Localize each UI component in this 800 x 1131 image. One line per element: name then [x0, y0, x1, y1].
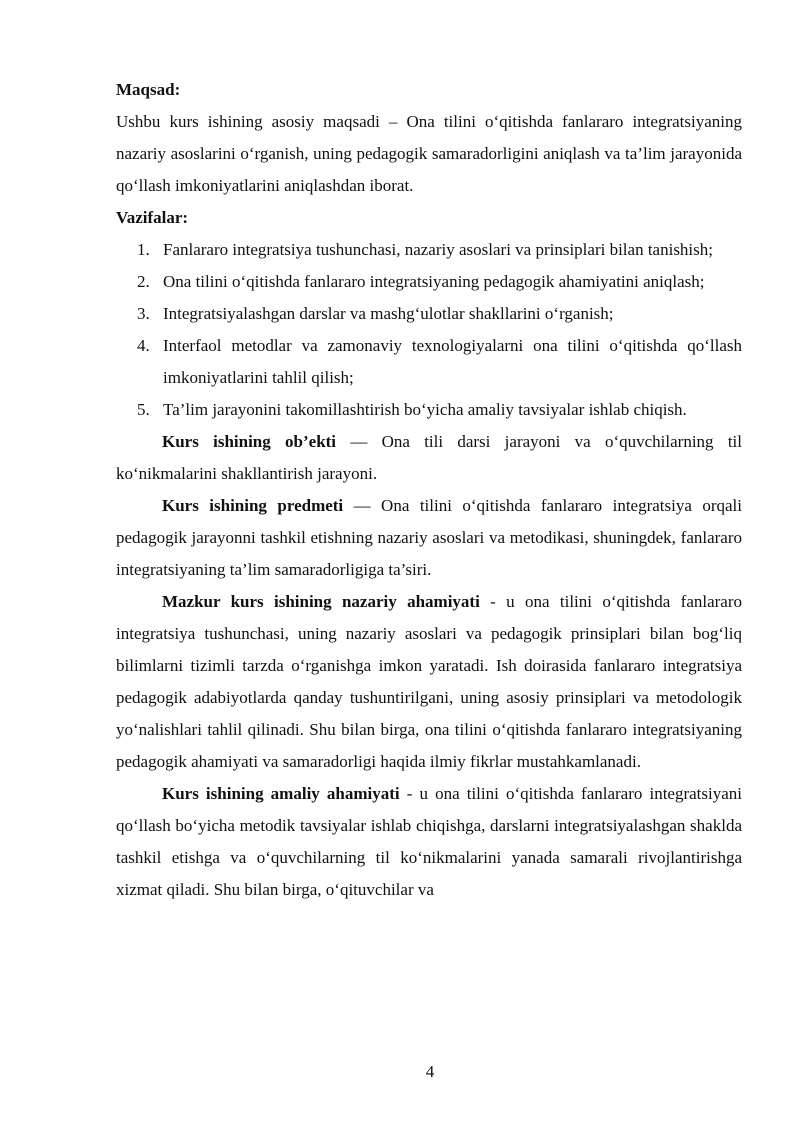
list-item [137, 394, 742, 426]
list-item-number: 1. [137, 240, 150, 259]
object-paragraph [116, 426, 742, 490]
list-item [137, 298, 742, 330]
object-text: — Ona tili darsi jarayoni va o‘quvchilarning til ko‘nikmalarini shakllantirish jarayoni. [116, 432, 742, 483]
list-item-text: Ta’lim jarayonini takomillashtirish bo‘yicha amaliy tavsiyalar ishlab chiqish. [163, 400, 687, 419]
practical-paragraph [116, 778, 742, 906]
list-item-number: 4. [137, 336, 150, 355]
tasks-heading: Vazifalar: [116, 208, 189, 227]
tasks-list [116, 234, 742, 426]
list-item-text: Ona tilini o‘qitishda fanlararo integratsiyaning pedagogik ahamiyatini aniqlash; [163, 272, 705, 291]
practical-text: - u ona tilini o‘qitishda fanlararo integratsiyani qo‘llash bo‘yicha metodik tavsiyalar ishlab chiqishga, darslarni integratsiyalashgan shaklda tashkil etishga va o‘quvchilarning til ko‘nikmalarini yanada samarali rivojlantirishga xizmat qiladi. Shu bilan birga, o‘qituvchilar va [116, 784, 742, 899]
list-item-number: 5. [137, 400, 150, 419]
subject-paragraph [116, 490, 742, 586]
list-item-number: 3. [137, 304, 150, 323]
theoretical-text: - u ona tilini o‘qitishda fanlararo integratsiya tushunchasi, uning nazariy asoslari va pedagogik prinsiplari bilan bog‘liq bilimlarni tizimli tarzda o‘rganishga imkon yaratadi. Ish doirasida fanlararo integratsiya pedagogik adabiyotlarda qanday tushuntirilgani, uning asosiy prinsiplari va metodologik yo‘nalishlari tahlil qilinadi. Shu bilan birga, ona tilini o‘qitishda fanlararo integratsiyaning pedagogik ahamiyati va samaradorligi haqida ilmiy fikrlar mustahkamlanadi. [116, 592, 742, 771]
list-item-text: Fanlararo integratsiya tushunchasi, nazariy asoslari va prinsiplari bilan tanishish; [163, 240, 713, 259]
goal-heading: Maqsad: [116, 80, 181, 99]
list-item-text: Integratsiyalashgan darslar va mashg‘ulotlar shakllarini o‘rganish; [163, 304, 614, 323]
object-lead: Kurs ishining ob’ekti [162, 432, 337, 451]
page-content [116, 74, 742, 906]
subject-text: — Ona tilini o‘qitishda fanlararo integratsiya orqali pedagogik jarayonni tashkil etishning nazariy asoslari va metodikasi, shuningdek, fanlararo integratsiyaning ta’lim samaradorligiga ta’siri. [116, 496, 743, 579]
goal-text: Ushbu kurs ishining asosiy maqsadi – Ona tilini o‘qitishda fanlararo integratsiyaning nazariy asoslarini o‘rganish, uning pedagogik samaradorligini aniqlash va ta’lim jarayonida qo‘llash imkoniyatlarini aniqlashdan iborat. [116, 112, 742, 195]
theoretical-lead: Mazkur kurs ishining nazariy ahamiyati [162, 592, 480, 611]
page-number: 4 [425, 1062, 435, 1081]
practical-lead: Kurs ishining amaliy ahamiyati [162, 784, 400, 803]
theoretical-paragraph [116, 586, 742, 778]
list-item [137, 234, 742, 266]
list-item-number: 2. [137, 272, 150, 291]
subject-lead: Kurs ishining predmeti [162, 496, 344, 515]
list-item [137, 266, 742, 298]
list-item-text: Interfaol metodlar va zamonaviy texnologiyalarni ona tilini o‘qitishda qo‘llash imkoniyatlarini tahlil qilish; [163, 336, 742, 387]
list-item [137, 330, 742, 394]
